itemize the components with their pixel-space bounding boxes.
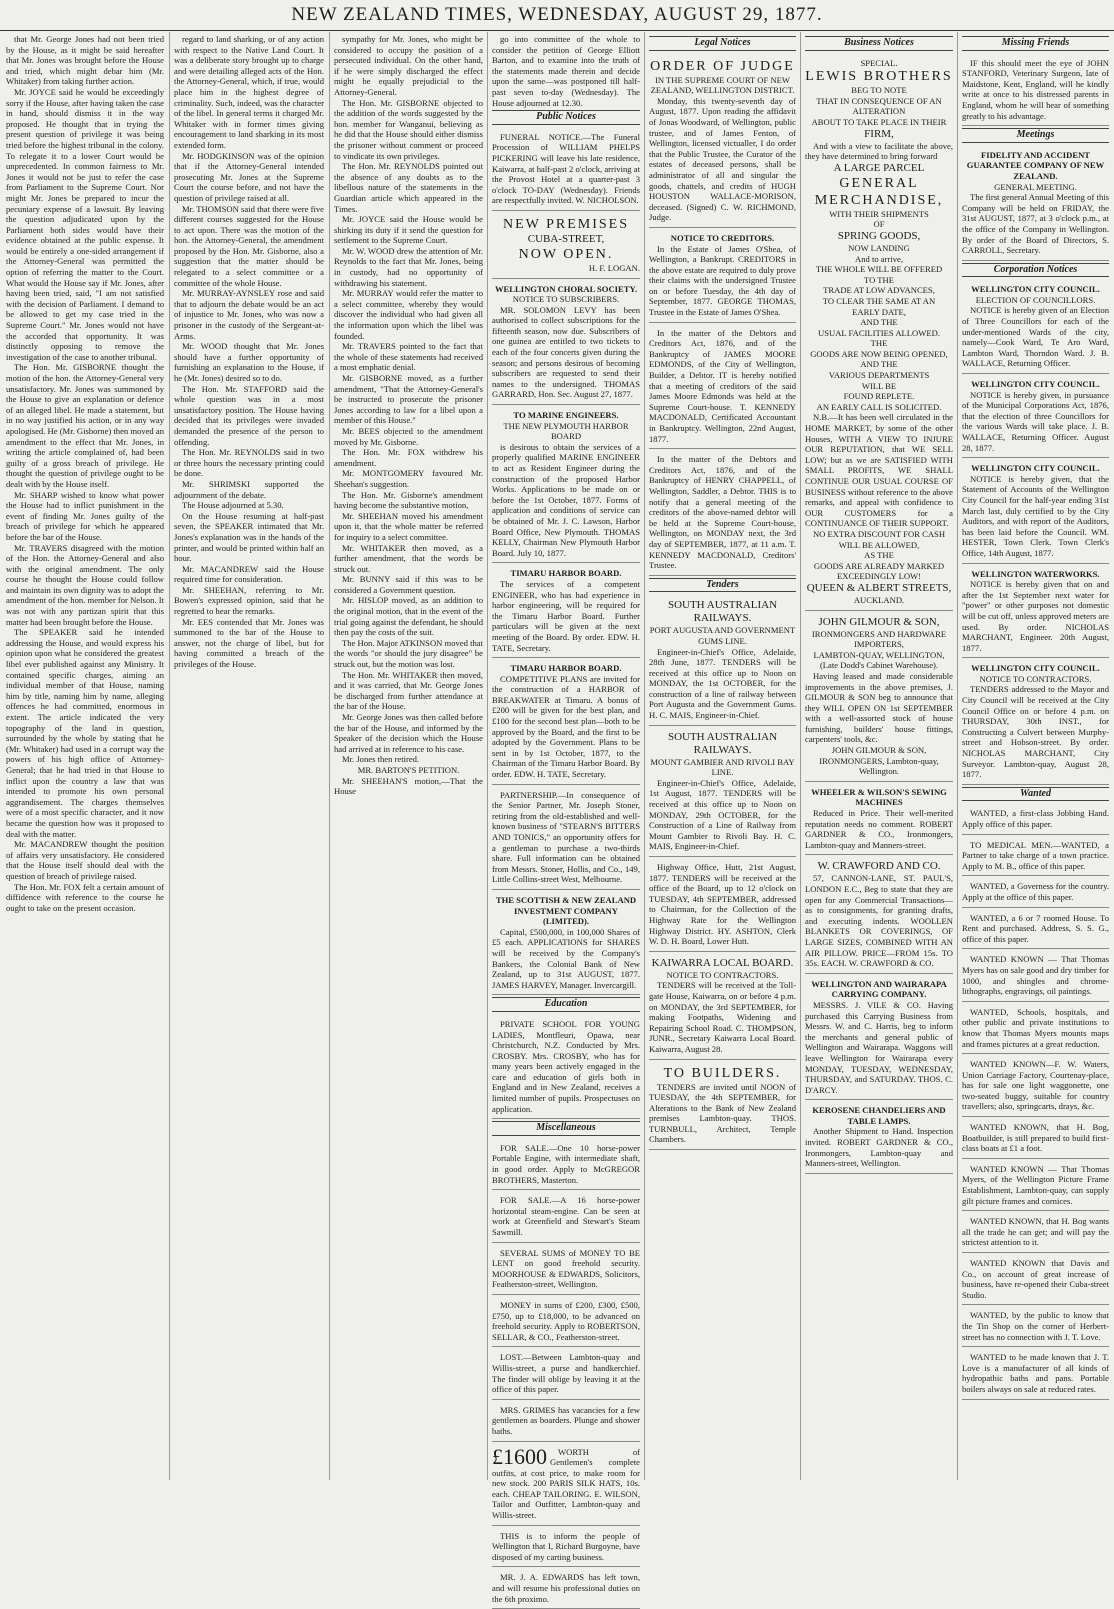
- boarders-ad: [492, 1402, 640, 1442]
- fidelity-meeting-ad: [962, 147, 1109, 261]
- report-paragraph: Mr. HISLOP moved, as an addition to the original motion, that in the event of the trial going against the defendant, he should then pay the costs of the suit.: [334, 595, 483, 638]
- partnership-ad: [492, 787, 640, 890]
- ad-line: QUEEN & ALBERT STREETS,: [806, 581, 952, 594]
- report-paragraph: The Hon. Mr. GISBORNE thought the motion of the hon. the Attorney-General very unsatisfactory. Mr. Jones was summoned by the House to give an explanation or defence of an alleged libel. He made a statement, but in no way justified his action, or in any way apologised. He (Mr. Gisborne) then moved an amendment to the effect that Mr. Jones, in writing the article complained of, had been guilty of a gross breach of privilege. He thought the question of privilege ought to be dealt with by the House itself.: [6, 362, 164, 489]
- wanted-ad: [962, 1255, 1109, 1305]
- ad-body: NOTICE is hereby given, in pursuance of the Municipal Corporations Act, 1876, that the election of three Councillors for the various Wards will take place. J. B. WALLACE, Returning Officer. August 28, 1877.: [962, 389, 1109, 453]
- ad-body: WANTED KNOWN — That Thomas Myers has on sale good and dry timber for 1000, and shingles and chrome-lithographs, engravings, oil paintings.: [962, 954, 1109, 997]
- lost-notice: [492, 1349, 640, 1399]
- ad-title: ORDER OF JUDGE: [650, 58, 795, 74]
- ad-body: MESSRS. J. VILE & CO. Having purchased this Carrying Business from Messrs. W. and C. Harris, beg to inform the merchants and general public of Wellington and Wairarapa. Waggons will leave Wellington for Wairarapa every MONDAY, TUESDAY, WEDNESDAY, THURSDAY, and SATURDAY. THOS. C. D'ARCY.: [805, 999, 953, 1095]
- report-paragraph: Mr. MONTGOMERY favoured Mr. Sheehan's suggestion.: [334, 468, 483, 489]
- ad-line: AS THE: [864, 550, 894, 561]
- city-council-notice-3: [962, 460, 1109, 563]
- report-paragraph: Mr. BUNNY said if this was to be considered a Government question.: [334, 574, 483, 595]
- ad-title: NOTICE TO CREDITORS.: [670, 232, 775, 243]
- ad-line: THE WHOLE WILL BE OFFERED: [815, 264, 943, 275]
- ad-subtitle: NOTICE TO CONTRACTORS.: [666, 969, 779, 980]
- ad-line: SPECIAL.: [860, 57, 898, 68]
- ad-body: Monday, this twenty-seventh day of August, 1877. Upon reading the affidavit of Jonas Woodward, of Wellington, public trustee, and of James Fenton, of Wellington, licensed victualler, I do order that the Public Trustee, the Curator of the estates of deceased persons, shall be administrator of all and singular the goods, chattels, and credits of HUGH HOUSTON WALLACE-MORISON, deceased. (Signed) C. W. RICHMOND, Judge.: [649, 95, 796, 223]
- ad-body: WANTED, a first-class Jobbing Hand. Apply office of this paper.: [962, 808, 1109, 829]
- ad-body: Reduced in Price. Their well-merited reputation needs no comment. ROBERT GARDNER & CO., Ironmongers, Lambton-quay and Manners-street.: [805, 808, 953, 850]
- column-rule: [800, 32, 801, 1480]
- ad-line: THAT IN CONSEQUENCE OF AN ALTERATION: [816, 95, 942, 117]
- kerosene-ad: [805, 1102, 953, 1174]
- ad-title: W. CRAWFORD AND CO.: [817, 860, 941, 873]
- ad-body: MONEY in sums of £200, £300, £500, £750, up to £18,000, to be advanced on freehold security. Apply to ROBERTSON, SELLAR, & CO., Featherston-street.: [492, 1299, 640, 1342]
- missing-friend-notice: [962, 55, 1109, 127]
- section-header-public-notices: Public Notices: [492, 110, 640, 125]
- ad-body: NOTICE is hereby given that on and after the 1st September next water for "power" or other purposes not domestic will be cut off, unless approved meters are used. By order. NICHOLAS MARCHANT, Engineer. 20th August, 1877.: [962, 579, 1109, 653]
- ad-body: FOR SALE.—One 10 horse-power Portable Engine, with intermediate shaft, in good order. Apply to McGREGOR BROTHERS, Masterton.: [492, 1142, 640, 1185]
- ad-body: TO MEDICAL MEN.—WANTED, a Partner to take charge of a town practice. Apply to M. B., office of this paper.: [962, 839, 1109, 871]
- marine-engineers-ad: [492, 407, 640, 563]
- highway-tender: [649, 859, 796, 952]
- ad-line: TO CLEAR THE SAME AT AN: [822, 295, 936, 306]
- section-header-meetings: Meetings: [962, 128, 1109, 143]
- report-paragraph: The Hon. Major ATKINSON moved that the words "or should the jury disagree" be struck out, but the motion was lost.: [334, 637, 483, 670]
- city-council-notice-2: [962, 376, 1109, 458]
- ad-line: WILL BE ALLOWED,: [838, 539, 920, 550]
- ad-line: AUCKLAND.: [853, 594, 905, 605]
- ad-body: FOR SALE.—A 16 horse-power horizontal steam-engine. Can be seen at work at Greenfield and Stewart's Steam Sawmill.: [492, 1195, 640, 1237]
- ad-title: WELLINGTON CITY COUNCIL.: [971, 379, 1100, 390]
- section-header-wanted: Wanted: [962, 787, 1109, 802]
- ad-title: SOUTH AUSTRALIAN RAILWAYS.: [667, 599, 778, 625]
- tailoring-ad: [492, 1444, 640, 1526]
- column-rule: [644, 32, 645, 1480]
- wanted-ad: [962, 1004, 1109, 1054]
- ad-body: WANTED KNOWN—F. W. Waters, Union Carriage Factory, Courtenay-place, has for sale one light waggonette, one two-seated buggy, suitable for country travellers; also, springcarts, drays, &c.: [962, 1059, 1109, 1112]
- section-header-miscellaneous: Miscellaneous: [492, 1121, 640, 1136]
- ad-line: AND THE: [860, 317, 898, 328]
- report-paragraph: Mr. TRAVERS pointed to the fact that the whole of these statements had received a most emphatic denial.: [334, 341, 483, 373]
- column-rule: [329, 32, 330, 1480]
- ad-subtitle: IRONMONGERS AND HARDWARE IMPORTERS,: [811, 628, 947, 650]
- column-rule: [487, 32, 488, 1480]
- ad-title: WHEELER & WILSON'S SEWING MACHINES: [811, 786, 947, 808]
- report-paragraph: Mr. THOMSON said that there were five different courses suggested for the House to act upon. There was the motion of the hon. the Attorney-General, the amendment proposed by the Hon. Mr. Gisborne, also a suggestion that the matter should be relegated to a select committee or a committee of the whole House.: [174, 203, 324, 288]
- report-paragraph: go into committee of the whole to consider the petition of George Elliott Barton, and to examine into the truth of the statements made therein and decide upon the same—was postponed till half-past seven to-day (Wednesday). The House adjourned at 12.30.: [492, 34, 640, 108]
- column-parliament-3: [334, 34, 483, 1478]
- ad-line: EXCEEDINGLY LOW!: [836, 571, 922, 582]
- ad-line: NOW LANDING: [848, 242, 910, 253]
- ad-body: WORTH of Gentlemen's complete outfits, at cost price, to make room for new stock. 200 PARIS SILK HATS, 10s. each. CHEAP TAILORING. E. WILSON, Tailor and Outfitter, Lambton-quay and Willis-street.: [492, 1446, 640, 1521]
- ad-subtitle: PORT AUGUSTA AND GOVERNMENT GUMS LINE.: [649, 625, 796, 646]
- ad-title: FIDELITY AND ACCIDENT GUARANTEE COMPANY OF NEW ZEALAND.: [966, 149, 1105, 181]
- ad-body: PRIVATE SCHOOL FOR YOUNG LADIES, Montfleuri, Opawa, near Christchurch, N.Z. Conducted by Mrs. CROSBY. Mrs. CROSBY, who has for many years been actively engaged in the care and education of girls both in England and in New Zealand, receives a limited number of pupils. Prospectuses on application.: [492, 1018, 640, 1114]
- ad-line: VARIOUS DEPARTMENTS: [828, 370, 930, 381]
- report-paragraph: The Hon. Mr. Gisborne's amendment having become the substantive motion,: [334, 489, 483, 511]
- ad-body: The first general Annual Meeting of this Company will be held on FRIDAY, the 31st AUGUST, 1877, at 3 o'clock p.m., at the office of the Company in Wellington. By order of the Board of Directors, S. CARROLL, Secretary.: [962, 192, 1109, 256]
- wanted-ad: [962, 837, 1109, 877]
- masthead-rule: [0, 30, 1114, 31]
- report-paragraph: Mr. SHRIMSKI supported the adjournment of the debate.: [174, 478, 324, 500]
- ad-body: THIS is to inform the people of Wellington that I, Richard Burgoyne, have disposed of my carting business.: [492, 1530, 640, 1562]
- ad-body: SEVERAL SUMS of MONEY TO BE LENT on good freehold security. MOORHOUSE & EDWARDS, Solicitors, Featherston-street, Wellington.: [492, 1247, 640, 1290]
- ad-line: NOW OPEN.: [518, 246, 614, 262]
- ad-line: SPRING GOODS,: [837, 229, 921, 242]
- column-legal-notices: [649, 34, 796, 1478]
- ad-body: WANTED KNOWN — That Thomas Myers, of the Wellington Picture Frame Establishment, Lambton-quay, can supply gilt picture frames and cornices.: [962, 1163, 1109, 1206]
- ad-line: WITH THEIR SHIPMENTS: [829, 208, 929, 219]
- ad-subtitle: NOTICE TO CONTRACTORS.: [979, 673, 1092, 684]
- ad-line: GOODS ARE ALREADY MARKED: [813, 560, 945, 571]
- column-rule: [169, 32, 170, 1480]
- report-paragraph: Mr. BEES objected to the amendment moved by Mr. Gisborne.: [334, 425, 483, 447]
- report-paragraph: The Hon. Mr. STAFFORD said the whole question was in a most unsatisfactory position. The House having decided that its privileges were invaded demanded the presence of the person to offending.: [174, 383, 324, 447]
- scottish-investment-ad: [492, 892, 640, 995]
- ad-body: And with a view to facilitate the above, they have determined to bring forward: [805, 140, 953, 162]
- builders-tender: [649, 1062, 796, 1151]
- money-lend-ad-1: [492, 1245, 640, 1295]
- report-paragraph: Mr. JOYCE said he would be exceedingly sorry if the House, after having taken the case in hand, should dismiss it in the way proposed. He thought that in trying the present question of privilege it was being tried before the highest tribunal in the colony. To relegate it to a lower Court would be unprecedented. In common fairness to Mr. Jones it would not be just to refer the case from Parliament to the Supreme Court. Nor might Mr. Jones be prepared to incur the pecuniary expense of a lawsuit. By leaving the question adjudicated upon by the Parliament both sides would have their evidence obtained at the public expense. It would be entirely a one-sided arrangement if the Attorney-General was permitted the option of referring the matter to the Court. What would the House say if Mr. Jones, after having been tried, said, "I am not satisfied with the decision of Parliament. I demand to be allowed to get my case tried in the Supreme Court." Mr. Jones would not have the accorded that opportunity. It was distinctly opposing to remove the investigation of the case to another tribunal.: [6, 86, 164, 362]
- ad-body: WANTED KNOWN, that H. Bog, Boatbuilder, is still prepared to build first-class boats at £1 a foot.: [962, 1122, 1109, 1154]
- ad-line: WILL BE: [861, 380, 897, 391]
- report-paragraph: Mr. GISBORNE moved, as a further amendment, "That the Attorney-General's be instructed to prosecute the prisoner Jones according to law for a libel upon a member of this House.": [334, 373, 483, 426]
- ad-signature: JOHN GILMOUR & SON, IRONMONGERS, Lambton-quay, Wellington.: [819, 745, 939, 777]
- ad-body: FUNERAL NOTICE.—The Funeral Procession of WILLIAM PHELPS PICKERING will leave his late residence, Kaiwarra, at half-past 2 o'clock, arriving at the Provost Hotel at a quarter-past 3 o'clock TO-DAY (Wednesday). Friends are respectfully invited. W. NICHOLSON.: [492, 131, 640, 206]
- ad-line: NO EXTRA DISCOUNT FOR CASH: [812, 528, 946, 539]
- masthead: NEW ZEALAND TIMES, WEDNESDAY, AUGUST 29, 1877.: [291, 4, 823, 25]
- ad-body: Capital, £500,000, in 100,000 Shares of £5 each. APPLICATIONS for SHARES will be received by the Company's Bankers, the Colonial Bank of New Zealand, up to 31st AUGUST, 1877. JAMES HARVEY, Manager. Invercargill.: [492, 926, 640, 990]
- report-paragraph: Mr. EES contended that Mr. Jones was summoned to the bar of the House to answer, not the charge of libel, but for having committed a breach of the privileges of the House.: [174, 616, 324, 670]
- ad-body: WANTED to be made known that J. T. Love is a manufacturer of all kinds of hydropathic baths and pans. Portable boilers always on sale at reduced rates.: [962, 1352, 1109, 1394]
- report-paragraph: Mr. W. WOOD drew the attention of Mr. Reynolds to the fact that Mr. Jones, being in custody, had no opportunity of withdrawing his statement.: [334, 245, 483, 288]
- subheading-petition: MR. BARTON'S PETITION.: [357, 764, 460, 775]
- ad-line: EARLY DATE,: [852, 306, 906, 317]
- report-paragraph: that Mr. George Jones had not been tried by the House, as it might be said hereafter that Mr. Jones was brought before the House and tried, which might debar him (Mr. Whitaker) from taking further action.: [6, 34, 164, 87]
- column-business-notices: [805, 34, 953, 1478]
- wanted-ad: [962, 951, 1109, 1001]
- ad-body: WANTED, a Governess for the country. Apply at the office of this paper.: [962, 881, 1109, 902]
- ad-title: WELLINGTON CITY COUNCIL.: [971, 463, 1100, 474]
- wanted-ad: [962, 1213, 1109, 1253]
- wanted-ad: [962, 910, 1109, 950]
- carrying-company-ad: [805, 976, 953, 1101]
- crawford-ad: [805, 857, 953, 973]
- ad-line: A LARGE PARCEL: [833, 161, 925, 174]
- ad-title: WELLINGTON CITY COUNCIL.: [971, 284, 1100, 295]
- ad-body: Highway Office, Hutt, 21st August, 1877. TENDERS will be received at the office of the Board, up to 12 o'clock on TUESDAY, 4th SEPTEMBER, addressed to Chairman, for the Collection of the Highway Rate for the Wellington Highway District. HY. ASHTON, Clerk W. D. H. Board, Lower Hutt.: [649, 862, 796, 947]
- ad-line: CUBA-STREET,: [527, 232, 605, 245]
- ad-body: TENDERS are invited until NOON of TUESDAY, the 4th SEPTEMBER, for Alterations to the Bank of New Zealand premises Lambton-quay. THOS. TURNBULL, Architect, Temple Chambers.: [649, 1081, 796, 1145]
- report-paragraph: Mr. JOYCE said the House would be shirking its duty if it send the question for settlement to the Supreme Court.: [334, 214, 483, 246]
- ad-body: NOTICE is hereby given of an Election of Three Councillors for each of the under-mentioned Wards of the city, namely—Cook Ward, Te Aro Ward, Lambton Ward, Thorndon Ward. J. B. WALLACE, Returning Officer.: [962, 305, 1109, 369]
- section-header-tenders: Tenders: [649, 578, 796, 593]
- report-paragraph: Mr. MACANDREW said the House required time for consideration.: [174, 563, 324, 585]
- report-paragraph: sympathy for Mr. Jones, who might be considered to occupy the position of a persecuted individual. On the other hand, if he were simply discharged the effect might be equally prejudicial to the Attorney-General.: [334, 34, 483, 97]
- ad-body: WANTED KNOWN that Davis and Co., on account of great increase of business, have re-opened their Cuba-street Studio.: [962, 1258, 1109, 1300]
- wanted-ad: [962, 1307, 1109, 1347]
- report-paragraph: The Hon. Mr. REYNOLDS pointed out the absence of any doubts as to the libellous nature of the statements in the Guardian article which appeared in the Times.: [334, 161, 483, 214]
- section-header-corporation-notices: Corporation Notices: [962, 263, 1109, 278]
- public-notice: [492, 1528, 640, 1568]
- report-paragraph: The SPEAKER said he intended addressing the House, and would express his opinion upon what he considered the greatest libel ever published against any Ministry. It contained specific charges, aiming an individual member of that House, naming him by title, naming him by name, alleging offences he had committed, enormous in extent. The article indicated the very topography of the land in question, surrounded by the whole by stating that he (Mr. Whitaker) had used in a corrupt way the powers of his high office of Attorney-General; that he had tried in that House to inflict upon the country a law that was intended to promote his own personal aggrandisement. The charges themselves were of a most specific character, and it now became the question how was it proposed to deal with the matter.: [6, 627, 164, 839]
- report-paragraph: Mr. MURRAY would refer the matter to a select committee, whereby they would discover the individual who had given all the information upon which the libel was founded.: [334, 288, 483, 341]
- ad-body: TENDERS will be received at the Toll-gate House, Kaiwarra, on or before 4 p.m. on MONDAY, the 3rd SEPTEMBER, for making Footpaths, Widening and Repairing School Road. C. THOMPSON, JUNR., Secretary Kaiwarra Local Board. Kaiwarra, August 28.: [649, 980, 796, 1054]
- report-paragraph: The Hon. Mr. FOX felt a certain amount of diffidence with reference to the course he ought to take on the present occasion.: [6, 881, 164, 913]
- timaru-harbor-ad-2: [492, 660, 640, 785]
- ad-line: OF: [873, 219, 885, 230]
- ad-title: LEWIS BROTHERS: [805, 69, 953, 85]
- report-paragraph: regard to land sharking, or of any action with respect to the Native Land Court. It was a deliberate story brought up to charge and were detailing alleged acts of the Hon. the Attorney-General, which, if true, would place him in the highest degree of criminality. Such, indeed, was the character of the libel. In general terms it charged Mr. Whitaker with in former times giving encouragement to land sharking in its most extended form.: [174, 34, 324, 150]
- ad-body: is desirous to obtain the services of a properly qualified MARINE ENGINEER to act as Resident Engineer during the construction of the proposed Harbor Works. Applications to be made on or before the 1st October, 1877. Forms of application and conditions of service can be obtained of Mr. J. C. Lawson, Harbor Board Office, New Plymouth. THOMAS KELLY, Chairman New Plymouth Harbor Board. July 10, 1877.: [492, 441, 640, 558]
- report-paragraph: The House adjourned at 5.30.: [182, 500, 284, 511]
- ad-body: Having leased and made considerable improvements in the above premises, J. GILMOUR & SON beg to announce that they WILL OPEN ON 1st SEPTEMBER with a well-assorted stock of house furnishing, builders' house fittings, carpenters' tools, &c.: [805, 670, 953, 745]
- bankruptcy-chappell: [649, 451, 796, 576]
- section-header-education: Education: [492, 997, 640, 1012]
- ad-body: Engineer-in-Chief's Office, Adelaide, 28th June, 1877. TENDERS will be received at this office up to Noon on MONDAY, the 1st OCTOBER, for the construction of a line of railway between Port Augusta and the Government Gums. H. C. MAIS, Engineer-in-Chief.: [649, 646, 796, 721]
- timaru-harbor-ad-1: [492, 565, 640, 658]
- ad-body: COMPETITIVE PLANS are invited for the construction of a HARBOR of BREAKWATER at Timaru. A bonus of £200 will be given for the best plan, and £100 for the second best plan—both to be approved by the Board, and the first to be adopted by the Government. Plans to be sent in by 1st October, 1877, to the Chairman of the Timaru Harbor Board. By order. EDW. H. TATE, Secretary.: [492, 673, 640, 780]
- ad-line: GOODS ARE NOW BEING OPENED,: [810, 348, 948, 359]
- section-header-legal-notices: Legal Notices: [649, 36, 796, 51]
- ad-body: NOTICE is hereby given, that the Statement of Accounts of the Wellington City Council for the half-year ending 31st March last, duly certified to by the City Auditors, and with report of the Auditors, has been laid before the Council. WM. HESTER, Town Clerk. Town Clerk's Office, 14th August, 1877.: [962, 473, 1109, 558]
- notice-to-creditors: [649, 230, 796, 323]
- order-of-judge: [649, 55, 796, 228]
- ad-title: WELLINGTON WATERWORKS.: [971, 568, 1100, 579]
- ad-title: WELLINGTON AND WAIRARAPA CARRYING COMPANY.: [811, 978, 947, 1000]
- ad-body: MR. SOLOMON LEVY has been authorised to collect subscriptions for the fifteenth season, now due. Subscribers of one guinea are entitled to two tickets to each of the four concerts given during the season; and persons desirous of becoming subscribers are requested to send their names to the undersigned. THOMAS GARRARD, Hon. Sec. August 27, 1877.: [492, 304, 640, 400]
- ad-line: FOUND REPLETE.: [843, 391, 915, 402]
- ad-line: BEG TO NOTE: [851, 85, 907, 96]
- ad-title: TIMARU HARBOR BOARD.: [510, 663, 622, 674]
- wanted-ad: [962, 1161, 1109, 1211]
- sa-railways-tender-2: [649, 728, 796, 857]
- city-council-notice-1: [962, 281, 1109, 374]
- ad-title: KEROSENE CHANDELIERS AND TABLE LAMPS.: [812, 1105, 946, 1126]
- ad-body: PARTNERSHIP.—In consequence of the Senior Partner, Mr. Joseph Stoner, retiring from the old-established and well-known business of "STEARN'S BITTERS AND TONICS," an opportunity offers for a gentleman to purchase a two-thirds share. Full information can be obtained from Messrs. Stoner, Hollis, and Co., 149, Little Collins-street West, Melbourne.: [492, 789, 640, 885]
- ad-line: AN EARLY CALL IS SOLICITED.: [816, 401, 942, 412]
- report-paragraph: The Hon. Mr. FOX withdrew his amendment.: [334, 447, 483, 468]
- ad-title: NEW PREMISES: [502, 216, 630, 232]
- waterworks-notice: [962, 566, 1109, 659]
- ad-body: MRS. GRIMES has vacancies for a few gentlemen as boarders. Plunge and shower baths.: [492, 1404, 640, 1436]
- ad-line: And to arrive,: [855, 253, 903, 264]
- ad-body: Engineer-in-Chief's Office, Adelaide, 1st August, 1877. TENDERS will be received at this office up to Noon on MONDAY, 29th OCTOBER, for the Construction of a Line of Railway from Mount Gambier to Rivoli Bay. H. C. MAIS, Engineer-in-Chief.: [649, 777, 796, 852]
- ad-signature: H. F. LOGAN.: [588, 262, 640, 273]
- ad-body: WANTED, Schools, hospitals, and other public and private institutions to know that Thomas Myers mounts maps and frames pictures at a great reduction.: [962, 1006, 1109, 1049]
- ad-title: THE SCOTTISH & NEW ZEALAND INVESTMENT COMPANY (LIMITED).: [495, 894, 637, 927]
- ad-line: THE: [870, 338, 888, 349]
- ad-price: £1600: [492, 1443, 547, 1469]
- ad-title: TO BUILDERS.: [663, 1065, 782, 1081]
- ad-subtitle: THE NEW PLYMOUTH HARBOR BOARD: [503, 420, 629, 442]
- ad-body: The services of a competent ENGINEER, who has had experience in harbor engineering, will be required for the Timaru Harbor Board. Further particulars will be given at the next meeting of the Board. By order. EDW. H. TATE, Secretary.: [492, 578, 640, 653]
- report-paragraph: Mr. George Jones was then called before the bar of the House, and informed by the Speaker of the decision which the House had arrived at in reference to his case.: [334, 712, 483, 754]
- for-sale-ad-1: [492, 1140, 640, 1190]
- ad-body: TENDERS addressed to the Mayor and City Council will be received at the City Council Office on or before 4 p.m. on THURSDAY, 30th INST., for Constructing a Culvert between Murphy-street and Hobson-street. By order. NICHOLAS MARCHANT, City Surveyor. Lambton-quay, August 28, 1877.: [962, 684, 1109, 780]
- wanted-ad: [962, 878, 1109, 907]
- gilmour-ironmongers-ad: [805, 613, 953, 782]
- ad-body: In the matter of the Debtors and Creditors Act, 1876, and of the Bankruptcy of JAMES MOORE EDMONDS, of the City of Wellington, Builder, a Debtor. IT is hereby notified that a meeting of creditors of the said James Moore Edmonds was held at the Supreme Court-house. T. KENNEDY MACDONALD, Certificated Accountant in Bankruptcy. Wellington, 22nd August, 1877.: [649, 327, 796, 444]
- section-header-business-notices: Business Notices: [805, 36, 953, 51]
- sewing-machines-ad: [805, 784, 953, 856]
- report-paragraph: Mr. Jones then retired.: [342, 754, 420, 765]
- report-paragraph: Mr. SHEEHAN'S motion,—That the House: [334, 775, 483, 797]
- wanted-ad: [962, 1349, 1109, 1399]
- wanted-ad: [962, 1056, 1109, 1117]
- ad-line: GENERAL MERCHANDISE,: [814, 175, 944, 208]
- kaiwarra-board-tender: [649, 954, 796, 1060]
- money-lend-ad-2: [492, 1297, 640, 1347]
- ad-title: WELLINGTON CHORAL SOCIETY.: [494, 283, 638, 294]
- ad-subtitle: GENERAL MEETING.: [994, 181, 1077, 192]
- report-paragraph: Mr. WHITAKER then moved, as a further amendment, that the words be struck out.: [334, 542, 483, 574]
- ad-subtitle: NOTICE TO SUBSCRIBERS.: [512, 294, 620, 305]
- ad-subtitle: ELECTION OF COUNCILLORS.: [975, 294, 1096, 305]
- section-header-missing-friends: Missing Friends: [962, 36, 1109, 51]
- ad-subtitle: MOUNT GAMBIER AND RIVOLI BAY LINE.: [650, 756, 795, 778]
- report-paragraph: The Hon. Mr. WHITAKER then moved, and it was carried, that Mr. George Jones be discharged from further attendance at the bar of the House.: [334, 669, 483, 712]
- report-paragraph: Mr. MURRAY-AYNSLEY rose and said that to adjourn the debate would be an act of injustice to Mr. Jones, who was now a prisoner in the custody of the Sergeant-at-Arms.: [174, 288, 324, 341]
- ad-title: JOHN GILMOUR & SON,: [818, 615, 940, 628]
- funeral-notice: [492, 129, 640, 211]
- report-paragraph: Mr. TRAVERS disagreed with the motion of the Hon. the Attorney-General and also with the original amendment. The only course he thought the House could follow and maintain its own dignity was to adopt the amendment of the hon. member for Nelson. It was not with any partizan spirit that this matter had been brought before the House.: [6, 542, 164, 627]
- wanted-ad: [962, 805, 1109, 834]
- ad-body: In the Estate of James O'Shea, of Wellington, a Bankrupt. CREDITORS in the above estate are required to duly prove their claims with the undersigned Trustee on or before Tuesday, the 4th day of September, 1877. GEORGE THOMAS, Trustee in the Estate of James O'Shea.: [649, 243, 796, 318]
- report-paragraph: Mr. WOOD thought that Mr. Jones should have a further opportunity of furnishing an explanation to the House, if he (Mr. Jones) desired so to do.: [174, 341, 324, 383]
- ad-title: WELLINGTON CITY COUNCIL.: [971, 663, 1100, 674]
- edwards-notice: [492, 1569, 640, 1609]
- ad-body: 57, CANNON-LANE, ST. PAUL'S, LONDON E.C., Beg to state that they are open for any Commercial Transactions—as to consignments, for granting drafts, and executing indents. WOOLLEN BLANKETS OR COVERINGS, OF LARGE SIZES, COMBINED WITH AN AIR PILLOW. PRICE—FROM 15s. TO 35s. EACH. W. CRAWFORD & CO.: [805, 873, 953, 969]
- ad-body: WANTED KNOWN, that H. Bog wants all the trade he can get; and will pay the strictest attention to it.: [962, 1216, 1109, 1248]
- sa-railways-tender-1: [649, 596, 796, 725]
- ad-body: N.B.—It has been well circulated in the HOME MARKET, by some of the other Houses, WITH A VIEW TO INJURE OUR REPUTATION, that WE SELL LOW; but as we are SATISFIED WITH SMALL PROFITS, WE SHALL CONTINUE OUR USUAL COURSE OF BUSINESS without reference to the above remarks, and appeal with confidence to OUR CUSTOMERS for a CONTINUANCE OF THEIR SUPPORT.: [805, 412, 953, 529]
- column-public-notices: [492, 34, 640, 1604]
- ad-line: FIRM,: [864, 127, 894, 140]
- ad-body: MR. J. A. EDWARDS has left town, and will resume his professional duties on the 6th proximo.: [492, 1572, 640, 1604]
- ad-body: LOST.—Between Lambton-quay and Willis-street, a purse and handkerchief. The finder will oblige by leaving it at the office of this paper.: [492, 1352, 640, 1395]
- report-paragraph: Mr. MACANDREW thought the position of affairs very unsatisfactory. He considered that the House itself should deal with the question of breach of privilege raised.: [6, 839, 164, 881]
- ad-body: In the matter of the Debtors and Creditors Act, 1876, and of the Bankruptcy of HENRY CHAPPELL, of Wellington, Saddler, a Debtor. THIS is to notify that a general meeting of the creditors of the above-named debtor will be held at the Supreme Court-house, Wellington, on MONDAY next, the 3rd day of SEPTEMBER, 1877, at 11 a.m. T. KENNEDY MACDONALD, Creditors' Trustee.: [649, 454, 796, 571]
- column-rule: [957, 32, 958, 1480]
- ad-title: KAIWARRA LOCAL BOARD.: [651, 956, 794, 969]
- new-premises-ad: [492, 213, 640, 279]
- ad-line: ABOUT TO TAKE PLACE IN THEIR: [811, 116, 947, 127]
- column-notices-wanted: [962, 34, 1109, 1478]
- city-council-notice-4: [962, 660, 1109, 785]
- for-sale-ad-2: [492, 1192, 640, 1242]
- choral-society-ad: [492, 281, 640, 406]
- ad-title: TIMARU HARBOR BOARD.: [510, 568, 622, 579]
- report-paragraph: Mr. SHARP wished to know what power the House had to inflict punishment in the event of finding Mr. Jones guilty of the breach of privilege for which he appeared before the bar of the House.: [6, 489, 164, 542]
- ad-line: TO THE: [864, 274, 894, 285]
- report-paragraph: The Hon. Mr. REYNOLDS said in two or three hours the necessary printing could be done.: [174, 447, 324, 479]
- ad-body: IF this should meet the eye of JOHN STANFORD, Veterinary Surgeon, late of Maidstone, Kent, England, will he kindly write at once to his distressed parents in England, whom he will hear of something greatly to his advantage.: [962, 57, 1109, 121]
- ad-title: TO MARINE ENGINEERS.: [513, 410, 619, 421]
- ad-body: WANTED, a 6 or 7 roomed House. To Rent and purchased. Address, S. S. G., office of this paper.: [962, 912, 1109, 944]
- ad-body: Another Shipment to Hand. Inspection invited. ROBERT GARDNER & CO., Ironmongers, Lambton-quay and Manners-street, Wellington.: [805, 1126, 953, 1169]
- private-school-ad: [492, 1016, 640, 1119]
- wanted-ad: [962, 1119, 1109, 1159]
- ad-title: SOUTH AUSTRALIAN RAILWAYS.: [667, 730, 778, 756]
- ad-subtitle: IN THE SUPREME COURT OF NEW ZEALAND, WELLINGTON DISTRICT.: [650, 74, 795, 96]
- ad-address: LAMBTON-QUAY, WELLINGTON, (Late Dodd's Cabinet Warehouse).: [813, 649, 945, 671]
- report-paragraph: Mr. HODGKINSON was of the opinion that if the Attorney-General intended prosecuting Mr. Jones at the Supreme Court the course before, and not have the question of privilege raised at all.: [174, 150, 324, 203]
- column-parliament-1: [6, 34, 164, 1478]
- bankruptcy-edmonds: [649, 325, 796, 450]
- report-paragraph: On the House resuming at half-past seven, the SPEAKER intimated that Mr. Jones's explanation was in the hands of the printer, and would be printed within half an hour.: [174, 510, 324, 564]
- lewis-brothers-ad: [805, 55, 953, 611]
- ad-line: TRADE AT LOW ADVANCES,: [823, 285, 935, 296]
- ad-body: WANTED, by the public to know that the Tin Shop on the corner of Herbert-street has no connection with J. T. Love.: [962, 1310, 1109, 1342]
- report-paragraph: Mr. SHEEHAN, referring to Mr. Bowen's expressed opinion, said that he regretted to hear the remarks.: [174, 584, 324, 617]
- ad-line: AND THE: [860, 359, 898, 370]
- ad-line: USUAL FACILITIES ALLOWED.: [818, 327, 940, 338]
- report-paragraph: The Hon. Mr. GISBORNE objected to the addition of the words suggested by the hon. member for Wanganui, believing as he did that the House should either dismiss the prisoner without comment or proceed to vindicate its own privileges.: [334, 97, 483, 161]
- column-parliament-2: [174, 34, 324, 1478]
- report-paragraph: Mr. SHEEHAN moved his amendment upon it, that the whole matter be referred for inquiry to a select committee.: [334, 510, 483, 542]
